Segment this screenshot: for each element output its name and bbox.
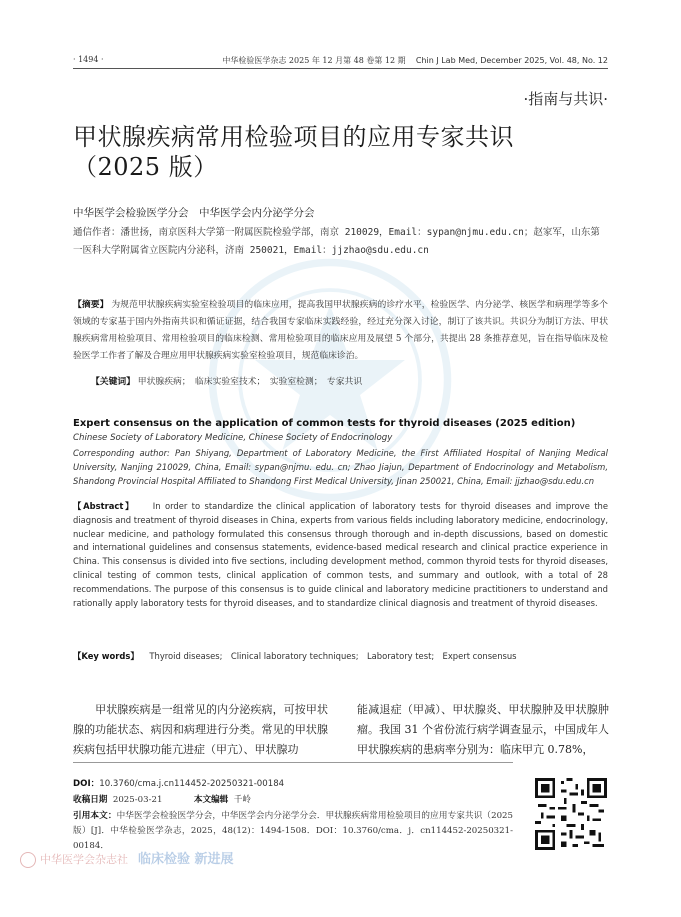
corresponding-author: 通信作者：潘世扬，南京医科大学第一附属医院检验学部，南京 210029，Email：sypan@njmu.edu.cn；赵家军，山东第一医科大学附属省立医院内分泌科，济南 250021，Email：jjzhao@sdu.edu.cn [73, 227, 600, 256]
doi-value: 10.3760/cma.j.cn114452-20250321-00184 [99, 779, 285, 789]
title-line-1: 甲状腺疾病常用检验项目的应用专家共识 [73, 123, 514, 151]
section-tag: ·指南与共识· [523, 90, 608, 108]
title-line-2: （2025 版） [73, 153, 218, 181]
publisher-logo [20, 848, 234, 868]
english-title: Expert consensus on the application of common tests for thyroid diseases (2025 edition) [73, 418, 576, 429]
received-date: 2025-03-21 [112, 795, 163, 805]
header-divider [73, 68, 608, 69]
editor-label: 本文编辑 [193, 795, 229, 805]
article-title [73, 122, 613, 182]
journal-header [222, 55, 608, 66]
journal-cn: 中华检验医学杂志 2025 年 12 月第 48 卷第 12 期 [222, 56, 406, 65]
dates-line [73, 793, 513, 808]
english-societies: Chinese Society of Laboratory Medicine, Chinese Society of Endocrinology [73, 433, 393, 443]
brand-logo: 临床检验 新进展 [138, 852, 234, 867]
body-column-1 [73, 700, 328, 760]
abstract-en-label: 【Abstract】 [73, 501, 136, 511]
page-number: · 1494 · [73, 55, 104, 64]
qr-code-icon[interactable] [535, 778, 607, 850]
journal-en: Chin J Lab Med, December 2025, Vol. 48, No. 12 [415, 56, 608, 65]
cite-label: 引用本文： [73, 811, 117, 821]
abstract-cn [73, 297, 608, 365]
doi-label: DOI： [73, 779, 100, 789]
keywords-cn [91, 374, 611, 387]
keywords-en-text: Thyroid diseases; Clinical laboratory techniques; Laboratory test; Expert consensus [149, 651, 517, 661]
keywords-cn-label: 【关键词】 [91, 377, 135, 387]
editor-name: 千岭 [233, 795, 251, 805]
doi-line [73, 777, 513, 792]
keywords-en-label: 【Key words】 [73, 651, 139, 661]
abstract-cn-text: 为规范甲状腺疾病实验室检验项目的临床应用，提高我国甲状腺疾病的诊疗水平，检验医学、内分泌学、核医学和病理学等多个领域的专家基于国内外指南共识和循证证据，结合我国专家临床实践经验，经过充分深入讨论，制订了该共识。共识分为制订方法、甲状腺疾病常用检验项目、常用检验项目的临床检测、常用检验项目的临床应用及展望 5 个部分，共提出 28 条推荐意见，旨在指导临床及检验医学工作者了解及合理应用甲状腺疾病实验室检验项目，规范临床诊治。 [73, 300, 608, 361]
body-column-2: 能减退症（甲减）、甲状腺炎、甲状腺肿及甲状腺肿瘤。我国 31 个省份流行病学调查显示，中国成年人甲状腺疾病的患病率分别为：临床甲亢 0.78%， [357, 703, 609, 756]
received-label: 收稿日期 [73, 795, 108, 805]
publisher-name: 中华医学会杂志社 [40, 853, 128, 866]
abstract-cn-label: 【摘要】 [73, 300, 109, 310]
footer-divider [73, 762, 513, 763]
body-col1-text: 甲状腺疾病是一组常见的内分泌疾病，可按甲状腺的功能状态、病因和病理进行分类。常见的甲状腺疾病包括甲状腺功能亢进症（甲亢）、甲状腺功 [73, 703, 328, 756]
keywords-en [73, 650, 608, 664]
publisher-seal-icon [20, 852, 36, 868]
abstract-en-text: In order to standardize the clinical application of laboratory tests for thyroid diseases and improve the diagnosis and treatment of thyroid diseases in China, experts from various fields including laboratory medicine, endocrinology, nuclear medicine, and pathology formulated this consensus through thorough and in-depth discussions, based on domestic and international guidelines and consensus statements, evidence-based medical research and clinical practice experience in China. This consensus is divided into five sections, including development method, common thyroid tests for thyroid diseases, clinical testing of common tests, clinical application of common tests, and summary and outlook, with a total of 28 recommendations. The purpose of this consensus is to guide clinical and laboratory medicine practitioners to understand and rationally apply laboratory tests for thyroid diseases, and to standardize clinical diagnosis and treatment of thyroid diseases. [73, 501, 609, 608]
cite-text: 中华医学会检验医学分会，中华医学会内分泌学分会．甲状腺疾病常用检验项目的应用专家共识（2025 版）[J]．中华检验医学杂志，2025，48(12)：1494-1508．DOI：10.3760/cma．j．cn114452-20250321-00184． [73, 811, 513, 851]
keywords-cn-text: 甲状腺疾病； 临床实验室技术； 实验室检测； 专家共识 [137, 377, 363, 387]
abstract-en [73, 500, 608, 610]
author-societies: 中华医学会检验医学分会 中华医学会内分泌学分会 [73, 207, 315, 219]
english-corresponding: Corresponding author: Pan Shiyang, Department of Laboratory Medicine, the First Affiliated Hospital of Nanjing Medical University, Nanjing 210029, China, Email: sypan@njmu. edu. cn; Zhao Jiajun, Department of Endocrinology and Metabolism, Shandong Provincial Hospital Affiliated to Shandong First Medical University, Jinan 250021, China, Email: jjzhao@sdu.edu.cn [73, 448, 608, 486]
